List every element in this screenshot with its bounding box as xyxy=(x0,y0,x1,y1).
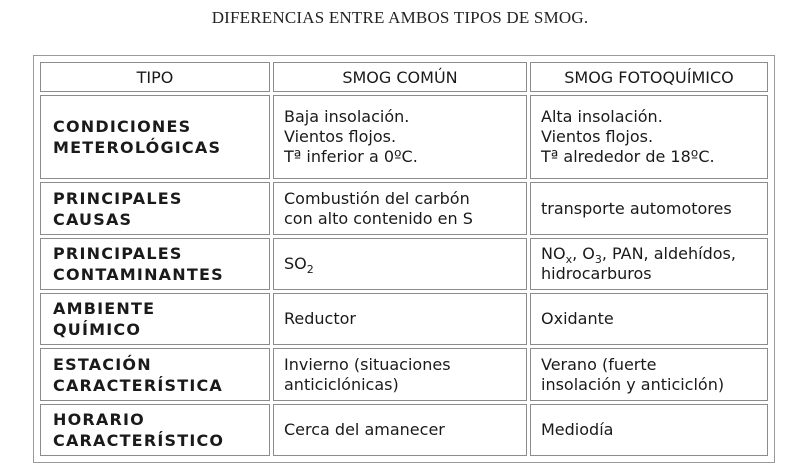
formula-o3-base: , O xyxy=(572,243,595,263)
smog-comparison-table xyxy=(37,59,771,459)
cell-smog-comun xyxy=(273,404,527,456)
cell-line: Baja insolación. xyxy=(284,107,410,127)
cell-smog-comun xyxy=(273,238,527,290)
cell-smog-fotoquimico xyxy=(530,348,768,400)
cell-line: Vientos flojos. xyxy=(541,127,654,147)
table-row xyxy=(40,404,768,456)
row-label-line: PRINCIPALES xyxy=(53,243,183,263)
cell-line: Cerca del amanecer xyxy=(284,419,445,439)
table-row xyxy=(40,95,768,179)
row-label-line: HORARIO xyxy=(53,409,145,429)
header-smog-comun: SMOG COMÚN xyxy=(273,62,527,92)
cell-line: Invierno (situaciones xyxy=(284,354,451,374)
row-label-line: PRINCIPALES xyxy=(53,188,183,208)
table-row xyxy=(40,182,768,234)
cell-line: hidrocarburos xyxy=(541,263,652,283)
row-label-line: CONTAMINANTES xyxy=(53,264,224,284)
cell-smog-fotoquimico xyxy=(530,404,768,456)
row-label-line: QUÍMICO xyxy=(53,320,142,340)
cell-line: Tª inferior a 0ºC. xyxy=(284,147,418,167)
cell-line: anticiclónicas) xyxy=(284,374,399,394)
row-label-line: ESTACIÓN xyxy=(53,354,152,374)
cell-line: Alta insolación. xyxy=(541,107,663,127)
cell-smog-comun xyxy=(273,293,527,345)
cell-line: con alto contenido en S xyxy=(284,208,473,228)
cell-smog-fotoquimico xyxy=(530,293,768,345)
cell-line: Combustión del carbón xyxy=(284,188,470,208)
cell-smog-comun xyxy=(273,348,527,400)
row-label xyxy=(40,293,270,345)
header-row xyxy=(40,62,768,92)
row-label xyxy=(40,182,270,234)
table-row xyxy=(40,293,768,345)
row-label-line: METEROLÓGICAS xyxy=(53,138,222,158)
cell-line: transporte automotores xyxy=(541,198,732,218)
cell-line: Mediodía xyxy=(541,419,614,439)
row-label xyxy=(40,404,270,456)
cell-line: Reductor xyxy=(284,309,356,329)
formula-nox-subscript: x xyxy=(565,253,573,267)
formula-nox-base: NO xyxy=(541,243,566,263)
document-title: DIFERENCIAS ENTRE AMBOS TIPOS DE SMOG. xyxy=(211,8,589,27)
cell-line xyxy=(284,253,516,277)
cell-line: insolación y anticiclón) xyxy=(541,374,725,394)
row-label xyxy=(40,348,270,400)
header-smog-fotoquimico: SMOG FOTOQUÍMICO xyxy=(530,62,768,92)
formula-so2-base: SO xyxy=(284,253,307,273)
cell-smog-fotoquimico xyxy=(530,182,768,234)
table-row xyxy=(40,348,768,400)
table-row xyxy=(40,238,768,290)
row-label-line: CAUSAS xyxy=(53,209,133,229)
cell-line: Verano (fuerte xyxy=(541,354,657,374)
header-tipo: TIPO xyxy=(40,62,270,92)
cell-smog-fotoquimico xyxy=(530,238,768,290)
row-label-line: CARACTERÍSTICO xyxy=(53,430,225,450)
cell-smog-fotoquimico xyxy=(530,95,768,179)
row-label-line: AMBIENTE xyxy=(53,299,156,319)
cell-line: Oxidante xyxy=(541,309,614,329)
cell-smog-comun xyxy=(273,95,527,179)
row-label xyxy=(40,238,270,290)
pollutant-list-rest: , PAN, aldehídos, xyxy=(601,243,736,263)
cell-line xyxy=(541,243,757,267)
cell-line: Tª alrededor de 18ºC. xyxy=(541,147,715,167)
row-label-line: CARACTERÍSTICA xyxy=(53,375,224,395)
cell-line: Vientos flojos. xyxy=(284,127,397,147)
row-label-line: CONDICIONES xyxy=(53,117,192,137)
formula-o3-subscript: 3 xyxy=(594,253,602,267)
cell-smog-comun xyxy=(273,182,527,234)
comparison-table-frame xyxy=(33,55,775,463)
row-label xyxy=(40,95,270,179)
formula-so2-subscript: 2 xyxy=(306,263,314,277)
